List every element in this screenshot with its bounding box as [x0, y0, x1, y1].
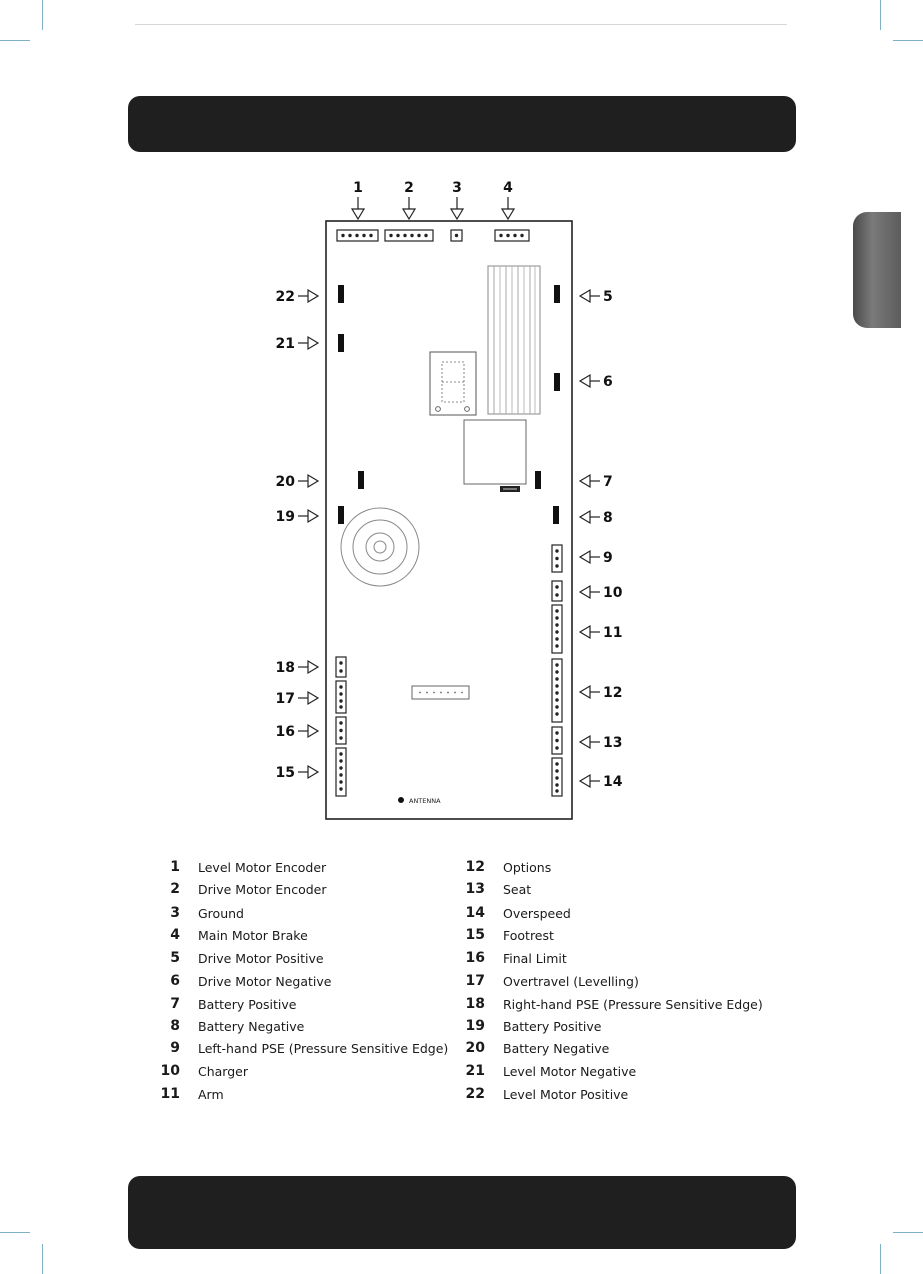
legend-label: Drive Motor Negative: [198, 974, 332, 989]
footer-banner: [128, 1176, 796, 1249]
antenna-label: ANTENNA: [409, 797, 441, 805]
callout-21: 21: [275, 336, 295, 352]
callout-15: 15: [275, 765, 295, 781]
legend-label: Level Motor Negative: [503, 1064, 637, 1079]
callout-14: 14: [603, 774, 623, 790]
legend-label: Footrest: [503, 928, 554, 943]
legend-label: Charger: [198, 1064, 248, 1079]
legend-number: 13: [465, 881, 485, 897]
legend-label: Drive Motor Positive: [198, 951, 324, 966]
legend-number: 9: [170, 1040, 180, 1056]
legend-label: Battery Negative: [198, 1019, 305, 1034]
legend-label: Ground: [198, 906, 244, 921]
legend-label: Final Limit: [503, 951, 567, 966]
legend-number: 18: [465, 996, 485, 1012]
legend-label: Options: [503, 860, 552, 875]
crop-mark: [42, 1244, 43, 1274]
legend-number: 16: [465, 950, 485, 966]
legend-label: Main Motor Brake: [198, 928, 308, 943]
legend-number: 6: [170, 973, 180, 989]
legend-label: Overtravel (Levelling): [503, 974, 639, 989]
legend-number: 21: [465, 1063, 485, 1079]
legend-number: 14: [465, 905, 485, 921]
legend-number: 12: [465, 859, 485, 875]
crop-mark: [0, 1232, 30, 1233]
legend-number: 5: [170, 950, 180, 966]
legend-number: 2: [170, 881, 180, 897]
legend-number: 20: [465, 1040, 485, 1056]
callout-22: 22: [275, 289, 295, 305]
legend-label: Left-hand PSE (Pressure Sensitive Edge): [198, 1041, 449, 1056]
legend-number: 11: [160, 1086, 180, 1102]
callout-19: 19: [275, 509, 295, 525]
crop-mark: [893, 1232, 923, 1233]
callout-8: 8: [603, 510, 613, 526]
callout-9: 9: [603, 550, 613, 566]
callout-5: 5: [603, 289, 613, 305]
legend-number: 15: [465, 927, 485, 943]
legend-number: 19: [465, 1018, 485, 1034]
legend-label: Level Motor Positive: [503, 1087, 629, 1102]
legend-label: Drive Motor Encoder: [198, 882, 327, 897]
callout-17: 17: [275, 691, 295, 707]
callout-3: 3: [452, 180, 462, 196]
legend-label: Battery Negative: [503, 1041, 610, 1056]
callout-18: 18: [275, 660, 295, 676]
legend-label: Seat: [503, 882, 532, 897]
callout-13: 13: [603, 735, 623, 751]
crop-mark: [880, 1244, 881, 1274]
legend-label: Arm: [198, 1087, 224, 1102]
legend-number: 22: [465, 1086, 485, 1102]
callout-6: 6: [603, 374, 613, 390]
legend-number: 1: [170, 859, 180, 875]
legend-label: Level Motor Encoder: [198, 860, 327, 875]
legend-label: Overspeed: [503, 906, 571, 921]
callout-20: 20: [275, 474, 295, 490]
callout-11: 11: [603, 625, 623, 641]
legend-number: 3: [170, 905, 180, 921]
callout-12: 12: [603, 685, 623, 701]
legend-number: 4: [170, 927, 180, 943]
legend-label: Battery Positive: [503, 1019, 602, 1034]
callout-4: 4: [503, 180, 513, 196]
legend-label: Battery Positive: [198, 997, 297, 1012]
legend-number: 8: [170, 1018, 180, 1034]
legend-label: Right-hand PSE (Pressure Sensitive Edge): [503, 997, 763, 1012]
callout-7: 7: [603, 474, 613, 490]
legend-number: 17: [465, 973, 485, 989]
callout-2: 2: [404, 180, 414, 196]
callout-1: 1: [353, 180, 363, 196]
callout-10: 10: [603, 585, 623, 601]
legend-number: 10: [160, 1063, 180, 1079]
callout-16: 16: [275, 724, 295, 740]
legend-number: 7: [170, 996, 180, 1012]
